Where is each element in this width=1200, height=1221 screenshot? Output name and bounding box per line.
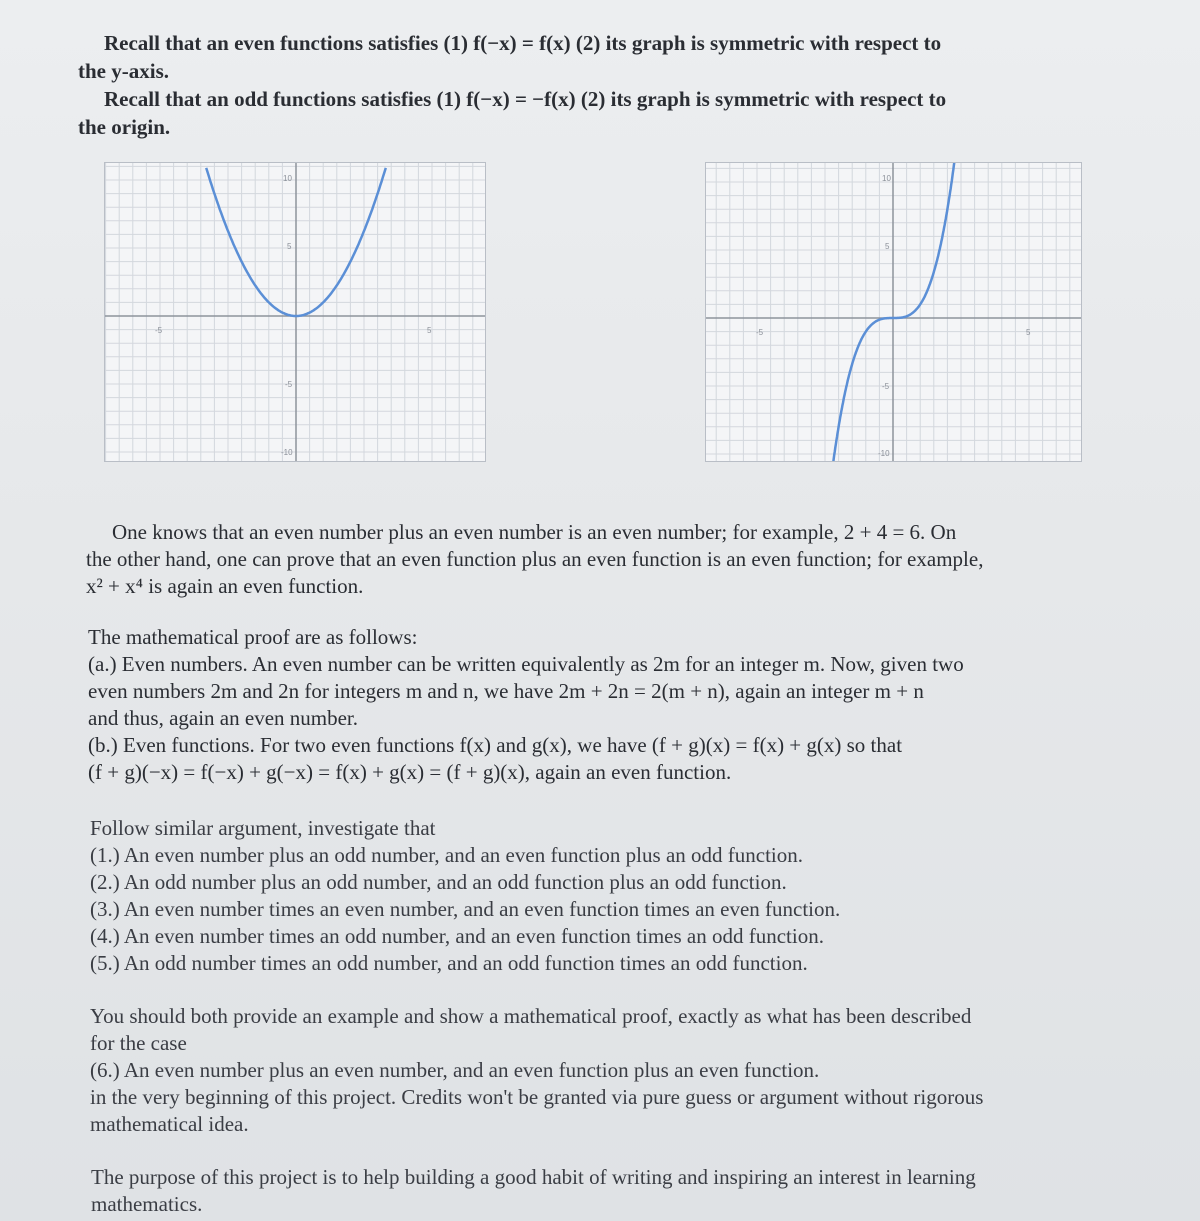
even-sum-paragraph [86,519,1116,600]
paragraph-line: mathematics. [91,1192,203,1216]
instructions-paragraph [90,1003,1120,1138]
list-item: (1.) An even number plus an odd number, and an even function plus an odd function. [90,843,803,867]
tick-label-left: -5 [155,326,163,335]
cubic-curve [833,163,954,461]
investigation-list [90,815,1120,977]
paragraph-line: (a.) Even numbers. An even number can be written equivalently as 2m for an integer m. Now, given two [88,652,964,676]
odd-function-graph [705,162,1082,462]
tick-label-right: 5 [427,326,432,335]
tick-label-left: -5 [756,328,764,337]
paragraph-line: (f + g)(−x) = f(−x) + g(−x) = f(x) + g(x) = (f + g)(x), again an even function. [88,760,732,784]
tick-label-bottom: -10 [281,448,293,457]
paragraph-line: (b.) Even functions. For two even functions f(x) and g(x), we have (f + g)(x) = f(x) + g(x) so that [88,733,903,757]
cubic-plot [706,163,1081,461]
odd-definition-line-1: Recall that an odd functions satisfies (1) f(−x) = −f(x) (2) its graph is symmetric with respect to [104,87,947,111]
paragraph-line: (6.) An even number plus an even number, and an even function plus an even function. [90,1058,820,1082]
paragraph-line: even numbers 2m and 2n for integers m and n, we have 2m + 2n = 2(m + n), again an integer m + n [88,679,924,703]
proof-paragraph [88,624,1118,786]
even-definition-line-1: Recall that an even functions satisfies (1) f(−x) = f(x) (2) its graph is symmetric with respect to [104,31,942,55]
odd-definition-line-2: the origin. [78,115,171,139]
purpose-paragraph [91,1164,1121,1218]
tick-label-top: 10 [882,174,891,183]
tick-label-upper: 5 [287,242,292,251]
list-intro: Follow similar argument, investigate that [90,816,436,840]
tick-label-bottom: -10 [878,449,890,458]
paragraph-line: the other hand, one can prove that an even function plus an even function is an even function; for example, [86,547,984,571]
recall-definitions [78,29,1108,141]
paragraph-line: in the very beginning of this project. Credits won't be granted via pure guess or argument without rigorous [90,1085,984,1109]
paragraph-line: x² + x⁴ is again an even function. [86,574,364,598]
even-definition-line-2: the y-axis. [78,59,169,83]
parabola-plot [105,163,485,461]
paragraph-line: The mathematical proof are as follows: [88,625,418,649]
paragraph-line: You should both provide an example and show a mathematical proof, exactly as what has been described [90,1004,972,1028]
even-function-graph [104,162,486,462]
tick-label-lower: -5 [882,382,890,391]
paragraph-line: for the case [90,1031,187,1055]
tick-label-right: 5 [1026,328,1031,337]
tick-label-top: 10 [283,174,292,183]
list-item: (5.) An odd number times an odd number, and an odd function times an odd function. [90,951,808,975]
list-item: (4.) An even number times an odd number, and an even function times an odd function. [90,924,824,948]
paragraph-line: mathematical idea. [90,1112,249,1136]
paragraph-line: The purpose of this project is to help building a good habit of writing and inspiring an interest in learning [91,1165,976,1189]
tick-label-upper: 5 [885,242,890,251]
tick-label-lower: -5 [285,380,293,389]
list-item: (3.) An even number times an even number, and an even function times an even function. [90,897,841,921]
paragraph-line: and thus, again an even number. [88,706,359,730]
paragraph-line: One knows that an even number plus an even number is an even number; for example, 2 + 4 = 6. On [112,520,957,544]
list-item: (2.) An odd number plus an odd number, and an odd function plus an odd function. [90,870,787,894]
